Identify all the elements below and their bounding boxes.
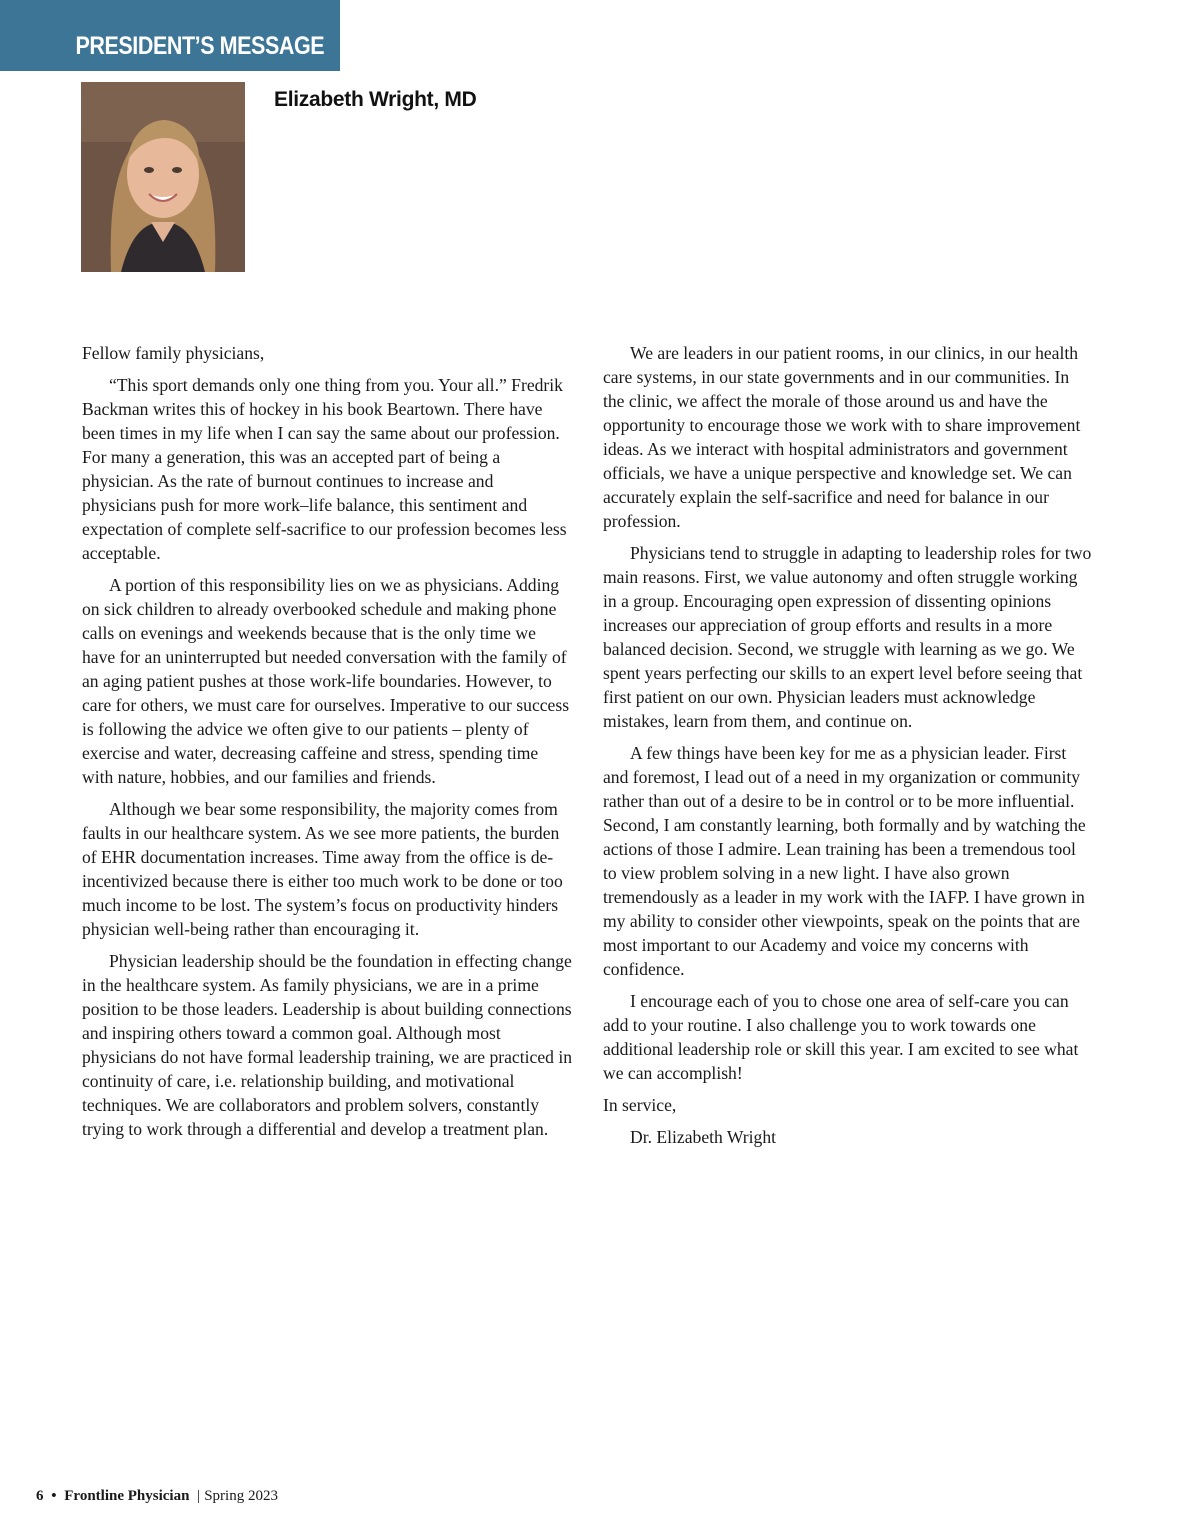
- author-portrait: [81, 82, 245, 272]
- paragraph: Physicians tend to struggle in adapting to leadership roles for two main reasons. First, we value autonomy and often struggle working in a group. Encouraging open expression of dissenting opinions increases our appreciation of group efforts and results in a more balanced decision. Second, we struggle with learning as we go. We spent years perfecting our skills to an expert level before seeing that first patient on our own. Physician leaders must acknowledge mistakes, learn from them, and continue on.: [603, 543, 1092, 731]
- letter-column-right: [603, 341, 1093, 1157]
- paragraph: I encourage each of you to chose one area of self-care you can add to your routine. I also challenge you to work towards one additional leadership role or skill this year. I am excited to see what we can accomplish!: [603, 991, 1079, 1083]
- paragraph: We are leaders in our patient rooms, in our clinics, in our health care systems, in our state governments and in our communities. In the clinic, we affect the morale of those around us and have the opportunity to encourage those we work with to share improvement ideas. As we interact with hospital administrators and government officials, we have a unique perspective and knowledge set. We can accurately explain the self-sacrifice and need for balance in our profession.: [603, 343, 1081, 531]
- paragraph: Physician leadership should be the foundation in effecting change in the healthcare system. As family physicians, we are in a prime position to be those leaders. Leadership is about building connections and inspiring others toward a common goal. Although most physicians do not have formal leadership training, we are practiced in continuity of care, i.e. relationship building, and motivational techniques. We are collaborators and problem solvers, constantly trying to work through a differential and develop a treatment plan.: [82, 951, 573, 1139]
- footer-bullet: •: [51, 1488, 57, 1504]
- signature: Dr. Elizabeth Wright: [630, 1127, 777, 1147]
- page-footer: [36, 1488, 278, 1505]
- section-label: PRESIDENT’S MESSAGE: [75, 32, 324, 60]
- paragraph: A portion of this responsibility lies on we as physicians. Adding on sick children to already overbooked schedule and making phone calls on evenings and weekends because that is the only time we have for an uninterrupted but needed conversation with the family of an aging patient pushes at those work-life boundaries. However, to care for others, we must care for ourselves. Imperative to our success is following the advice we often give to our patients – plenty of exercise and water, decreasing caffeine and stress, spending time with nature, hobbies, and our families and friends.: [82, 575, 570, 787]
- closing: In service,: [603, 1095, 677, 1115]
- paragraph: “This sport demands only one thing from you. Your all.” Fredrik Backman writes this of hockey in his book Beartown. There have been times in my life when I can say the same about our profession. For many a generation, this was an accepted part of being a physician. As the rate of burnout continues to increase and physicians push for more work–life balance, this sentiment and expectation of complete self-sacrifice to our profession becomes less acceptable.: [82, 375, 567, 563]
- letter-column-left: [82, 341, 572, 1149]
- author-name: Elizabeth Wright, MD: [274, 88, 477, 111]
- publication-name: Frontline Physician: [64, 1488, 190, 1504]
- issue-date: Spring 2023: [204, 1488, 278, 1504]
- salutation: Fellow family physicians,: [82, 343, 265, 363]
- page-number: 6: [36, 1488, 44, 1504]
- section-banner: [0, 0, 340, 71]
- footer-divider: |: [197, 1488, 201, 1504]
- paragraph: Although we bear some responsibility, the majority comes from faults in our healthcare system. As we see more patients, the burden of EHR documentation increases. Time away from the office is de-incentivized because there is either too much work to be done or too much income to be lost. The system’s focus on productivity hinders physician well-being rather than encouraging it.: [82, 799, 563, 939]
- paragraph: A few things have been key for me as a physician leader. First and foremost, I lead out of a need in my organization or community rather than out of a desire to be in control or to be more influential. Second, I am constantly learning, both formally and by watching the actions of those I admire. Lean training has been a tremendous tool to view problem solving in a new light. I have also grown tremendously as a leader in my work with the IAFP. I have grown in my ability to consider other viewpoints, speak on the points that are most important to our Academy and voice my concerns with confidence.: [603, 743, 1086, 979]
- portrait-illustration: [81, 82, 245, 272]
